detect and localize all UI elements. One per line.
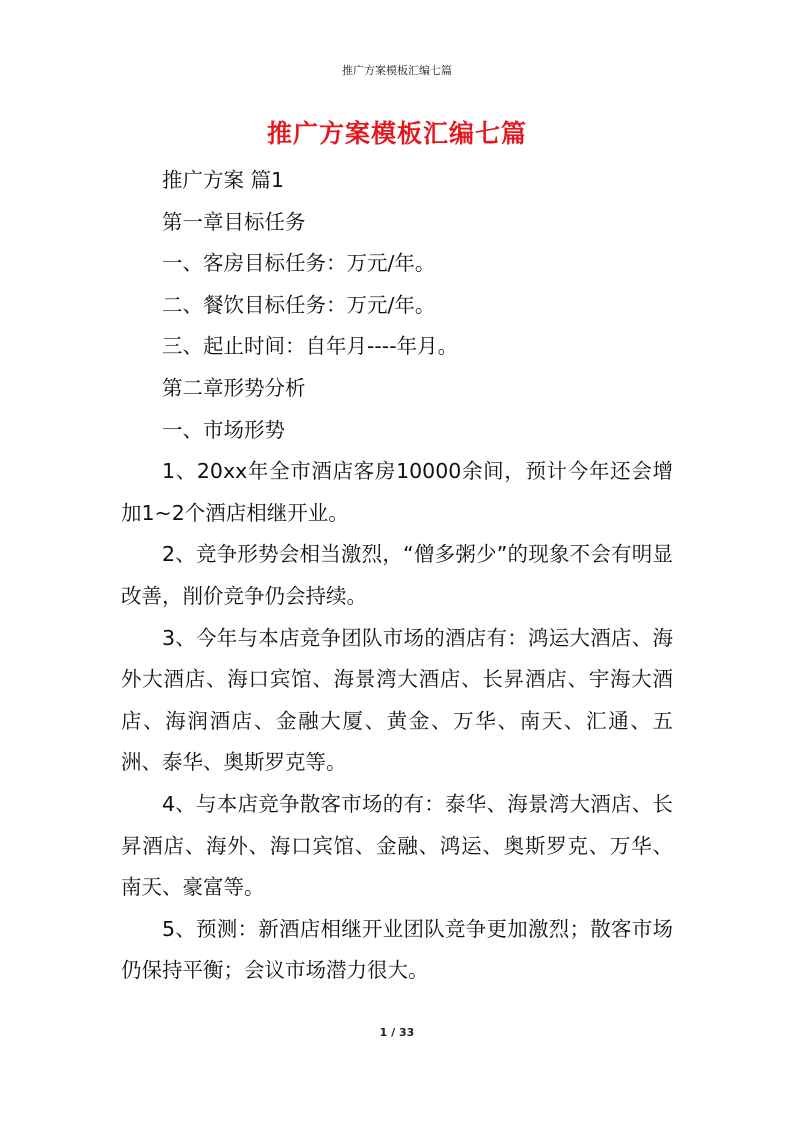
running-header: 推广方案模板汇编七篇 xyxy=(342,64,452,77)
paragraph-item-5: 5、预测：新酒店相继开业团队竞争更加激烈；散客市场仍保持平衡；会议市场潜力很大。 xyxy=(121,916,673,983)
paragraph-section-heading: 推广方案 篇1 xyxy=(162,168,285,192)
paragraph-market-situation: 一、市场形势 xyxy=(162,417,285,442)
paragraph-dining-target: 二、餐饮目标任务：万元/年。 xyxy=(162,292,436,317)
paragraph-chapter-2: 第二章形势分析 xyxy=(162,375,306,400)
paragraph-item-1: 1、20xx年全市酒店客房10000余间，预计今年还会增加1~2个酒店相继开业。 xyxy=(121,459,673,525)
page-indicator: 1 / 33 xyxy=(379,1026,415,1039)
document-title: 推广方案模板汇编七篇 xyxy=(266,119,527,148)
paragraph-period: 三、起止时间：自年月----年月。 xyxy=(162,334,459,359)
paragraph-chapter-1: 第一章目标任务 xyxy=(162,209,306,234)
document-body xyxy=(121,160,673,992)
paragraph-item-4: 4、与本店竞争散客市场的有：泰华、海景湾大酒店、长昇酒店、海外、海口宾馆、金融、鸿运、奥斯罗克、万华、南天、豪富等。 xyxy=(121,791,673,900)
paragraph-item-2: 2、竞争形势会相当激烈，“僧多粥少”的现象不会有明显改善，削价竞争仍会持续。 xyxy=(121,542,673,608)
paragraph-item-3: 3、今年与本店竞争团队市场的酒店有：鸿运大酒店、海外大酒店、海口宾馆、海景湾大酒店、长昇酒店、宇海大酒店、海润酒店、金融大厦、黄金、万华、南天、汇通、五洲、泰华、奥斯罗克等。 xyxy=(121,625,673,775)
paragraph-room-target: 一、客房目标任务：万元/年。 xyxy=(162,251,436,276)
